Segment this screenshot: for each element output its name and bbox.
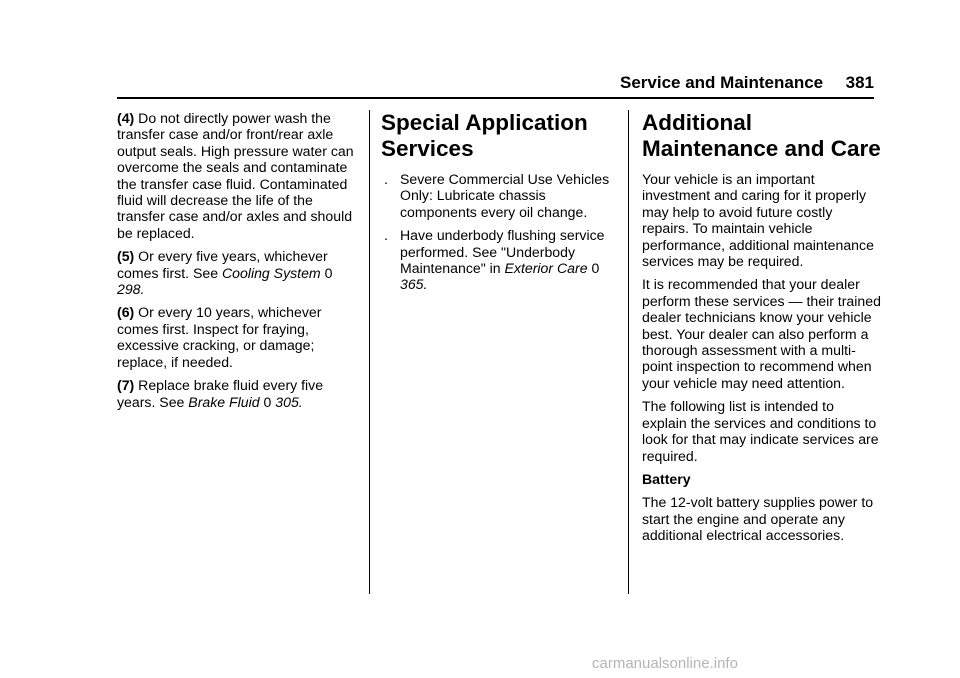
list-item-text: Severe Commercial Use Vehicles Only: Lubricate chassis components every oil change.	[400, 171, 610, 220]
header-rule	[117, 97, 874, 99]
note-text: Do not directly power wash the transfer case and/or front/rear axle output seals. High pressure water can overcome the seals and contaminate the transfer case fluid. Contaminated fluid will decrease the life of the transfer case and/or axles and should be replaced.	[117, 110, 354, 241]
page-number: 381	[845, 73, 874, 92]
note-6	[117, 304, 363, 370]
note-4	[117, 110, 363, 241]
column-divider-2	[628, 110, 629, 594]
note-text: Or every five years, whichever comes first. See	[117, 248, 328, 281]
note-7	[117, 377, 363, 410]
cross-reference-link[interactable]: Cooling System	[221, 264, 321, 281]
note-number: (7)	[117, 377, 135, 394]
page-ref-number[interactable]: 298	[117, 281, 141, 298]
note-5	[117, 248, 363, 297]
watermark: carmanualsonline.info	[592, 655, 738, 672]
bullet-marker: .	[384, 227, 388, 244]
list-item-text: Have underbody flushing service performed. See "Underbody Maintenance" in	[400, 227, 605, 277]
cross-reference-link[interactable]: Exterior Care	[504, 260, 588, 277]
subheading: Battery	[642, 470, 691, 487]
punctuation: .	[298, 393, 303, 410]
page-ref-number[interactable]: 365	[400, 276, 424, 293]
list-item	[381, 171, 617, 220]
punctuation: .	[423, 276, 428, 293]
column-2	[381, 110, 617, 300]
column-divider-1	[369, 110, 370, 594]
punctuation: .	[140, 281, 145, 298]
section-heading: Additional Maintenance and Care	[642, 110, 881, 161]
note-text: Replace brake fluid every five years. See	[117, 377, 324, 410]
page-ref-number[interactable]: 305	[275, 393, 299, 410]
column-1	[117, 110, 363, 417]
list-item	[381, 227, 617, 293]
bullet-marker: .	[384, 171, 388, 187]
paragraph: Your vehicle is an important investment and caring for it properly may help to avoid future costly repairs. To maintain vehicle performance, additional maintenance services may be required.	[642, 171, 874, 270]
section-heading: Special Application Services	[381, 110, 588, 161]
note-number: (5)	[117, 248, 135, 265]
page-ref-arrow-icon: 0	[263, 393, 272, 410]
note-number: (4)	[117, 110, 135, 126]
paragraph: The 12-volt battery supplies power to start the engine and operate any additional electrical accessories.	[642, 494, 874, 544]
paragraph: The following list is intended to explain the services and conditions to look for that may indicate services are required.	[642, 398, 879, 464]
note-text: Or every 10 years, whichever comes first. Inspect for fraying, excessive cracking, or damage; replace, if needed.	[117, 304, 322, 370]
note-number: (6)	[117, 304, 135, 321]
paragraph: It is recommended that your dealer perform these services — their trained dealer technicians know your vehicle best. Your dealer can also perform a thorough assessment with a multi-point inspection to recommend when your vehicle may need attention.	[642, 276, 881, 391]
section-title: Service and Maintenance	[620, 73, 824, 92]
cross-reference-link[interactable]: Brake Fluid	[188, 393, 260, 410]
page-ref-arrow-icon: 0	[324, 264, 333, 281]
page-ref-arrow-icon: 0	[591, 260, 600, 277]
column-3	[642, 110, 882, 551]
